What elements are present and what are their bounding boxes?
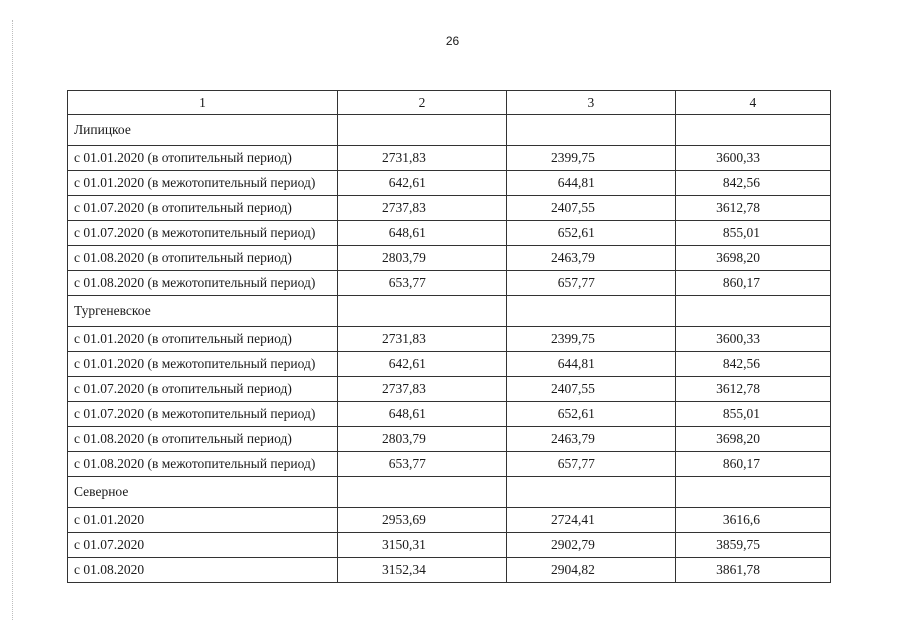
group-row — [68, 115, 831, 146]
value-col-4: 860,17 — [675, 452, 830, 477]
table-row — [68, 327, 831, 352]
value-col-2: 2953,69 — [338, 508, 507, 533]
period-label: с 01.07.2020 (в межотопительный период) — [68, 402, 338, 427]
value-col-4: 3861,78 — [675, 558, 830, 583]
period-label: с 01.07.2020 (в отопительный период) — [68, 377, 338, 402]
period-label: с 01.07.2020 (в межотопительный период) — [68, 221, 338, 246]
table-row — [68, 427, 831, 452]
margin-marks — [12, 20, 15, 620]
value-col-2: 2731,83 — [338, 327, 507, 352]
value-col-2: 642,61 — [338, 352, 507, 377]
page-number: 26 — [445, 34, 460, 48]
table-row — [68, 402, 831, 427]
value-col-2: 2737,83 — [338, 377, 507, 402]
value-col-2: 653,77 — [338, 271, 507, 296]
value-col-4: 842,56 — [675, 352, 830, 377]
group-empty-cell — [675, 477, 830, 508]
header-cell-2: 2 — [338, 91, 507, 115]
value-col-3: 644,81 — [506, 171, 675, 196]
group-row — [68, 296, 831, 327]
group-empty-cell — [675, 115, 830, 146]
value-col-3: 652,61 — [506, 221, 675, 246]
period-label: с 01.08.2020 (в межотопительный период) — [68, 452, 338, 477]
value-col-3: 2904,82 — [506, 558, 675, 583]
value-col-4: 3859,75 — [675, 533, 830, 558]
header-cell-3: 3 — [506, 91, 675, 115]
value-col-2: 648,61 — [338, 221, 507, 246]
group-empty-cell — [506, 477, 675, 508]
period-label: с 01.01.2020 — [68, 508, 338, 533]
period-label: с 01.01.2020 (в межотопительный период) — [68, 171, 338, 196]
value-col-4: 3612,78 — [675, 377, 830, 402]
value-col-4: 3698,20 — [675, 246, 830, 271]
value-col-4: 3612,78 — [675, 196, 830, 221]
period-label: с 01.07.2020 (в отопительный период) — [68, 196, 338, 221]
value-col-4: 855,01 — [675, 221, 830, 246]
value-col-3: 2724,41 — [506, 508, 675, 533]
value-col-4: 3698,20 — [675, 427, 830, 452]
value-col-2: 642,61 — [338, 171, 507, 196]
period-label: с 01.08.2020 — [68, 558, 338, 583]
value-col-2: 2803,79 — [338, 246, 507, 271]
period-label: с 01.08.2020 (в отопительный период) — [68, 427, 338, 452]
value-col-4: 3600,33 — [675, 327, 830, 352]
period-label: с 01.08.2020 (в отопительный период) — [68, 246, 338, 271]
value-col-3: 657,77 — [506, 452, 675, 477]
group-empty-cell — [675, 296, 830, 327]
table-row — [68, 271, 831, 296]
group-empty-cell — [338, 296, 507, 327]
value-col-3: 2463,79 — [506, 246, 675, 271]
table-row — [68, 221, 831, 246]
header-row — [68, 91, 831, 115]
value-col-4: 860,17 — [675, 271, 830, 296]
group-name: Северное — [68, 477, 338, 508]
value-col-4: 3600,33 — [675, 146, 830, 171]
value-col-3: 2399,75 — [506, 146, 675, 171]
value-col-2: 648,61 — [338, 402, 507, 427]
value-col-4: 842,56 — [675, 171, 830, 196]
group-empty-cell — [506, 115, 675, 146]
group-empty-cell — [338, 477, 507, 508]
value-col-2: 2737,83 — [338, 196, 507, 221]
table-row — [68, 377, 831, 402]
period-label: с 01.01.2020 (в отопительный период) — [68, 327, 338, 352]
tariff-table — [67, 90, 831, 583]
value-col-2: 653,77 — [338, 452, 507, 477]
period-label: с 01.01.2020 (в отопительный период) — [68, 146, 338, 171]
header-cell-4: 4 — [675, 91, 830, 115]
value-col-2: 3150,31 — [338, 533, 507, 558]
value-col-2: 3152,34 — [338, 558, 507, 583]
table-row — [68, 196, 831, 221]
group-name: Липицкое — [68, 115, 338, 146]
value-col-3: 2399,75 — [506, 327, 675, 352]
table-row — [68, 508, 831, 533]
value-col-4: 3616,6 — [675, 508, 830, 533]
table-row — [68, 171, 831, 196]
period-label: с 01.08.2020 (в межотопительный период) — [68, 271, 338, 296]
table-row — [68, 533, 831, 558]
table-row — [68, 246, 831, 271]
table-row — [68, 558, 831, 583]
value-col-3: 2407,55 — [506, 196, 675, 221]
value-col-3: 2407,55 — [506, 377, 675, 402]
table-row — [68, 352, 831, 377]
value-col-3: 657,77 — [506, 271, 675, 296]
value-col-2: 2731,83 — [338, 146, 507, 171]
table-row — [68, 452, 831, 477]
table-body — [68, 91, 831, 583]
value-col-3: 652,61 — [506, 402, 675, 427]
value-col-2: 2803,79 — [338, 427, 507, 452]
value-col-3: 2902,79 — [506, 533, 675, 558]
value-col-3: 644,81 — [506, 352, 675, 377]
table-row — [68, 146, 831, 171]
group-name: Тургеневское — [68, 296, 338, 327]
group-empty-cell — [506, 296, 675, 327]
period-label: с 01.01.2020 (в межотопительный период) — [68, 352, 338, 377]
value-col-4: 855,01 — [675, 402, 830, 427]
group-empty-cell — [338, 115, 507, 146]
value-col-3: 2463,79 — [506, 427, 675, 452]
header-cell-1: 1 — [68, 91, 338, 115]
period-label: с 01.07.2020 — [68, 533, 338, 558]
group-row — [68, 477, 831, 508]
